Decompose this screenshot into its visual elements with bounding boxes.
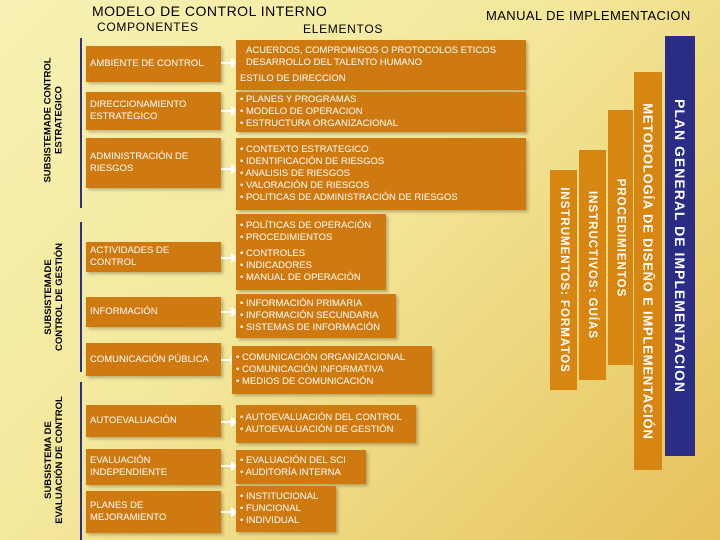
subsystem-strategic-divider bbox=[80, 38, 82, 208]
diagram-title: MODELO DE CONTROL INTERNO bbox=[92, 3, 328, 19]
elements-column-header: ELEMENTOS bbox=[303, 22, 384, 36]
arrow-connector bbox=[221, 511, 237, 513]
arrow-connector bbox=[221, 257, 237, 259]
component-box: COMUNICACIÓN PÚBLICA bbox=[86, 343, 221, 376]
subsystem-evaluation-divider bbox=[80, 382, 82, 540]
elements-box: • PLANES Y PROGRAMAS • MODELO DE OPERACION • ESTRUCTURA ORGANIZACIONAL bbox=[236, 92, 526, 132]
component-box: ADMINISTRACIÓN DE RIESGOS bbox=[86, 138, 221, 188]
subsystem-evaluation-label: SUBSISTEMA DE EVALUACIÓN DE CONTROL bbox=[43, 395, 66, 524]
instruments-bar: INSTRUMENTOS: FORMATOS bbox=[550, 170, 577, 390]
elements-box: • INFORMACIÓN PRIMARIA • INFORMACIÓN SECUNDARIA • SISTEMAS DE INFORMACIÓN bbox=[236, 294, 396, 338]
elements-box: • POLÍTICAS DE OPERACIÓN • PROCEDIMIENTOS • CONTROLES • INDICADORES • MANUAL DE OPERACIÓN bbox=[236, 214, 386, 290]
component-box: INFORMACIÓN bbox=[86, 297, 221, 327]
manual-title: MANUAL DE IMPLEMENTACION bbox=[486, 8, 691, 23]
arrow-connector bbox=[221, 421, 237, 423]
instructives-bar: INSTRUCTIVOS: GUÍAS bbox=[579, 150, 606, 380]
subsystem-management-label: SUBSISTEMADE CONTROL DE GESTIÓN bbox=[43, 242, 65, 352]
methodology-bar: METODOLOGÍA DE DISEÑO E IMPLEMENTACIÓN bbox=[634, 72, 662, 470]
general-plan-bar: PLAN GENERAL DE IMPLEMENTACION bbox=[665, 36, 695, 456]
component-box: AUTOEVALUACIÓN bbox=[86, 405, 221, 437]
component-box: DIRECCIONAMIENTO ESTRATÉGICO bbox=[86, 92, 221, 130]
elements-box: • COMUNICACIÓN ORGANIZACIONAL • COMUNICACIÓN INFORMATIVA • MEDIOS DE COMUNICACIÓN bbox=[232, 346, 432, 394]
arrow-connector bbox=[221, 62, 237, 64]
arrow-connector bbox=[221, 311, 237, 313]
arrow-connector bbox=[221, 110, 237, 112]
elements-box: • EVALUACIÓN DEL SCI • AUDITORÍA INTERNA bbox=[236, 450, 366, 484]
component-box: AMBIENTE DE CONTROL bbox=[86, 46, 221, 82]
components-column-header: COMPONENTES bbox=[97, 20, 199, 34]
elements-box: • INSTITUCIONAL • FUNCIONAL • INDIVIDUAL bbox=[236, 486, 336, 532]
component-box: PLANES DE MEJORAMIENTO bbox=[86, 491, 221, 533]
elements-box: ACUERDOS, COMPROMISOS O PROTOCOLOS ETICOS DESARROLLO DEL TALENTO HUMANO ESTILO DE DIRECCION bbox=[236, 40, 526, 90]
elements-box: • AUTOEVALUACIÓN DEL CONTROL • AUTOEVALUACIÓN DE GESTIÓN bbox=[236, 405, 416, 443]
subsystem-strategic-label: SUBSISTEMADE CONTROL ESTRATEGICO bbox=[43, 57, 65, 183]
arrow-connector bbox=[221, 168, 237, 170]
procedures-bar: PROCEDIMIENTOS bbox=[608, 110, 633, 365]
elements-box: • CONTEXTO ESTRATEGICO • IDENTIFICACIÓN DE RIESGOS • ANALISIS DE RIESGOS • VALORACIÓN DE RIESGOS • POLITICAS DE ADMINISTRACIÓN DE RIESGOS bbox=[236, 138, 526, 210]
subsystem-management-divider bbox=[80, 222, 82, 372]
component-box: EVALUACIÓN INDEPENDIENTE bbox=[86, 449, 221, 485]
component-box: ACTIVIDADES DE CONTROL bbox=[86, 242, 221, 272]
arrow-connector bbox=[221, 465, 237, 467]
